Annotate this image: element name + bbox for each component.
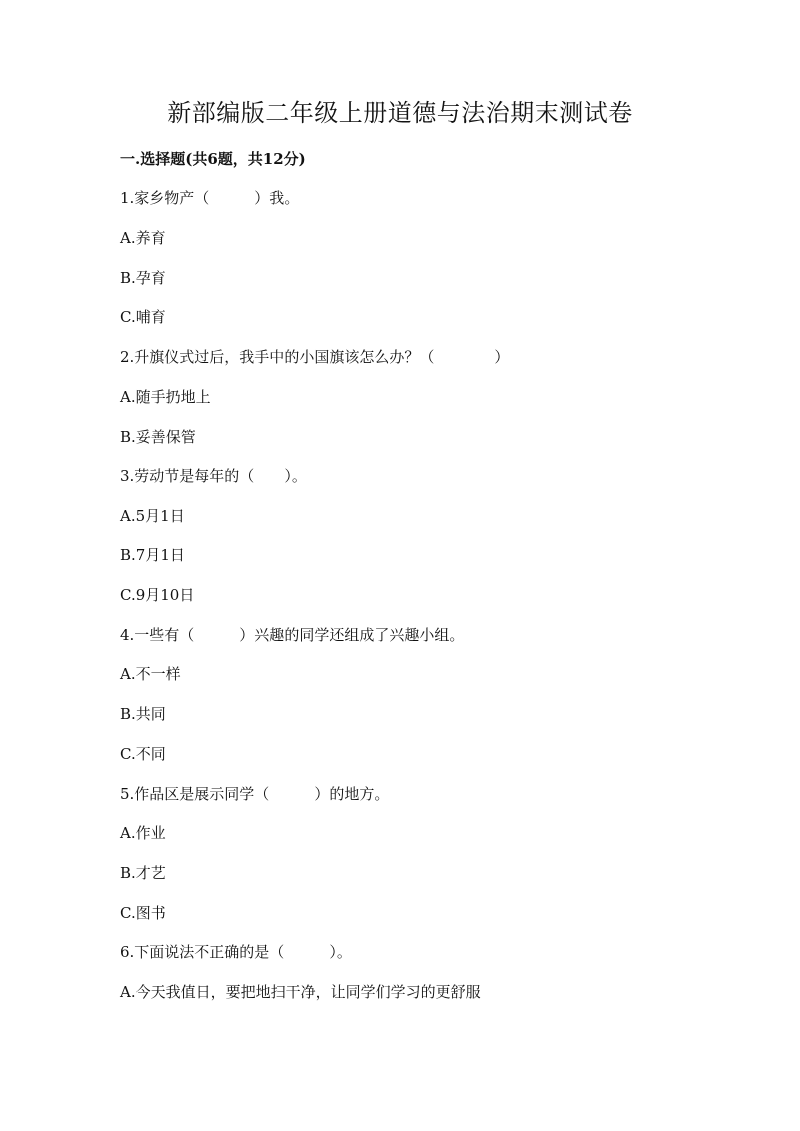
question-option: B.妥善保管 [120, 428, 196, 446]
question-option: B.孕育 [120, 269, 166, 287]
question-option: C.9月10日 [120, 586, 195, 604]
question-stem: 4.一些有（ ）兴趣的同学还组成了兴趣小组。 [120, 626, 465, 644]
question-option: C.哺育 [120, 308, 166, 326]
question-option: C.图书 [120, 904, 166, 922]
question-option: A.养育 [120, 229, 166, 247]
question-option: B.才艺 [120, 864, 166, 882]
page-title: 新部编版二年级上册道德与法治期末测试卷 [167, 99, 633, 127]
question-stem: 6.下面说法不正确的是（ ）。 [120, 943, 352, 961]
question-option: A.今天我值日，要把地扫干净，让同学们学习的更舒服 [120, 983, 481, 1001]
section-header: 一.选择题(共6题，共12分) [120, 150, 306, 168]
question-stem: 3.劳动节是每年的（ ）。 [120, 467, 307, 485]
question-option: A.作业 [120, 824, 166, 842]
question-stem: 2.升旗仪式过后，我手中的小国旗该怎么办？（ ） [120, 348, 510, 366]
question-option: B.共同 [120, 705, 166, 723]
question-option: B.7月1日 [120, 546, 185, 564]
question-option: A.5月1日 [120, 507, 185, 525]
question-option: C.不同 [120, 745, 166, 763]
question-option: A.随手扔地上 [120, 388, 211, 406]
question-stem: 5.作品区是展示同学（ ）的地方。 [120, 785, 390, 803]
question-option: A.不一样 [120, 665, 181, 683]
question-stem: 1.家乡物产（ ）我。 [120, 189, 300, 207]
